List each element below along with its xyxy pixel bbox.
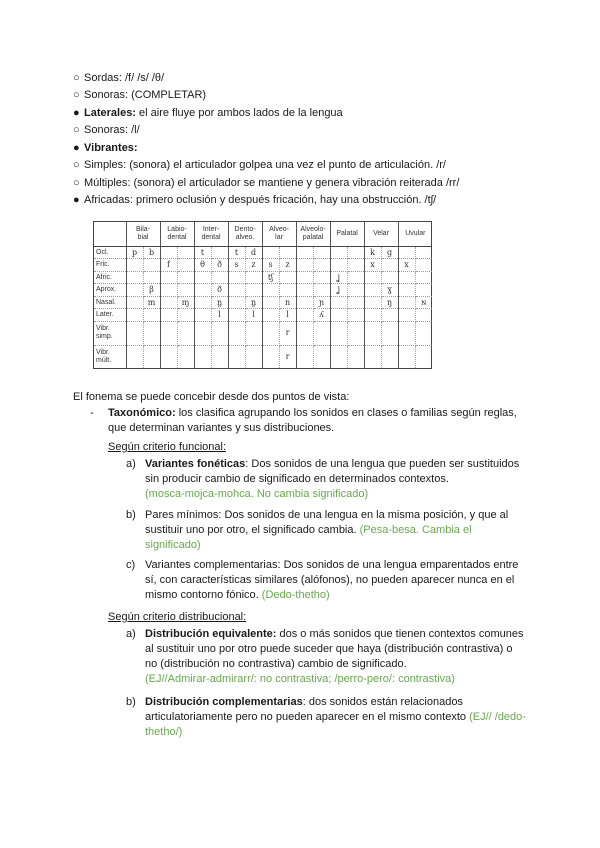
table-cell [313,271,330,283]
table-cell [177,247,194,259]
table-cell [160,284,177,296]
table-cell [364,271,381,283]
table-cell [313,345,330,368]
bullet-line-laterales [73,106,343,120]
table-cell [126,345,143,368]
table-cell: n̪ [245,296,262,308]
table-cell: ŋ [381,296,398,308]
table-body [94,247,432,369]
distribucional-item-b [145,695,527,740]
table-cell [262,296,279,308]
list-marker: c) [126,559,136,571]
table-cell [177,284,194,296]
table-cell [177,271,194,283]
table-cell [415,284,432,296]
distribucional-item-a [145,627,527,687]
table-cell: ɲ [313,296,330,308]
table-cell [347,247,364,259]
column-header: Bila- bial [126,222,160,247]
table-cell [381,321,398,345]
funcional-item-c [145,558,525,603]
table-cell [143,321,160,345]
table-cell [330,259,347,271]
table-cell: s [262,259,279,271]
item-text: Variantes complementarias: Dos sonidos de una lengua emparentados entre sí, con características similares (alófonos), no pueden aparecer nunca en el mismo contorno fónico. [145,559,519,601]
taxonomico-text: los clasifica agrupando los sonidos en clases o familias según reglas, que determinan variantes y sus distribuciones. [108,407,517,434]
table-cell [177,321,194,345]
table-cell: ɱ [177,296,194,308]
table-cell [330,321,347,345]
table-cell [415,345,432,368]
bullet-term: Laterales: [84,107,136,119]
table-cell [245,271,262,283]
table-cell [211,247,228,259]
table-cell: p [126,247,143,259]
table-cell [364,321,381,345]
table-cell: t [228,247,245,259]
table-cell [177,309,194,321]
column-header: Alveolo- palatal [296,222,330,247]
table-cell [126,259,143,271]
table-cell [262,247,279,259]
table-cell: θ [194,259,211,271]
table-cell [398,247,415,259]
table-cell [211,345,228,368]
table-cell: ð [211,259,228,271]
item-example: (Dedo-thetho) [261,589,330,601]
table-cell [194,271,211,283]
table-cell: d [245,247,262,259]
table-cell: x [398,259,415,271]
table-cell [381,259,398,271]
table-cell [415,309,432,321]
row-label: Vibr. múlt. [94,345,126,368]
table-cell [296,259,313,271]
table-cell [126,284,143,296]
funcional-heading: Según criterio funcional: [108,441,227,453]
table-cell [126,321,143,345]
table-cell: g [381,247,398,259]
table-cell: ɴ [415,296,432,308]
consonant-table [93,221,432,369]
table-row [94,296,432,308]
bullet-marker: ○ [73,177,80,189]
table-cell [313,247,330,259]
table-cell [194,296,211,308]
taxonomico-paragraph [108,406,518,436]
table-cell [194,309,211,321]
table-cell [160,321,177,345]
bullet-line-vibrantes [73,141,138,155]
table-row [94,259,432,271]
table-cell [364,309,381,321]
row-label: Afric. [94,271,126,283]
table-cell [279,271,296,283]
bullet-term: Vibrantes: [84,142,138,154]
table-cell [330,247,347,259]
bullet-text: Sordas: /f/ /s/ /θ/ [84,72,165,84]
table-cell: l [279,309,296,321]
row-label: Ocl. [94,247,126,259]
taxonomico-term: Taxonómico: [108,407,176,419]
bullet-line-sonoras [73,88,206,102]
table-cell: ð [211,284,228,296]
bullet-line-sonoras-l [73,123,140,137]
table-cell: β [143,284,160,296]
table-cell [177,345,194,368]
bullet-text: Múltiples: (sonora) el articulador se mantiene y genera vibración reiterada /rr/ [84,177,460,189]
table-cell [330,345,347,368]
table-header-row [94,222,432,247]
table-cell: l [245,309,262,321]
table-cell [245,321,262,345]
table-cell [313,321,330,345]
table-cell: r [279,321,296,345]
column-header: Uvular [398,222,432,247]
column-header: Alveo- lar [262,222,296,247]
table-cell [143,259,160,271]
table-cell [262,284,279,296]
column-header: Labio- dental [160,222,194,247]
column-header: Dento- alveo. [228,222,262,247]
column-header: Palatal [330,222,364,247]
table-cell [398,284,415,296]
item-text: dos o más sonidos que tienen contextos comunes al sustituir uno por otro puede suceder que haya (distribución contrastiva) o no (distribución no contrastiva) cambio de significado. [145,628,524,670]
table-cell [296,321,313,345]
table-cell: l [211,309,228,321]
table-cell [330,296,347,308]
bullet-line-sordas [73,71,164,85]
table-cell [228,321,245,345]
row-label: Fric. [94,259,126,271]
bullet-line-multiples [73,176,459,190]
table-cell [211,321,228,345]
table-cell [262,345,279,368]
table-cell [160,296,177,308]
item-text: : Dos sonidos de una lengua que pueden ser sustituidos sin producir cambio de significado en determinados contextos. [145,458,520,485]
table-cell [347,309,364,321]
table-cell [177,259,194,271]
table-cell [313,284,330,296]
table-cell [313,259,330,271]
table-cell: m [143,296,160,308]
table-cell [160,309,177,321]
table-cell: z [279,259,296,271]
bullet-line-africadas [73,193,436,207]
bullet-text: Simples: (sonora) el articulador golpea una vez el punto de articulación. /r/ [84,159,446,171]
table-cell [245,284,262,296]
table-cell [228,296,245,308]
table-cell: tʃ [262,271,279,283]
table-cell [262,321,279,345]
table-cell [126,309,143,321]
table-cell [415,259,432,271]
table-cell [279,247,296,259]
table-cell [364,296,381,308]
intro-paragraph: El fonema se puede concebir desde dos puntos de vista: [73,391,350,403]
table-cell: ʝ [330,271,347,283]
table-cell: ʝ [330,284,347,296]
bullet-text: Sonoras: /l/ [84,124,140,136]
table-cell [398,309,415,321]
list-marker: b) [126,509,136,521]
table-cell [228,309,245,321]
table-cell [228,284,245,296]
table-cell [296,345,313,368]
table-cell [381,345,398,368]
table-cell: r [279,345,296,368]
table-cell [364,284,381,296]
bullet-marker: ○ [73,124,80,136]
bullet-marker: ● [73,107,80,119]
column-header: Inter- dental [194,222,228,247]
table-row [94,321,432,345]
row-label: Vibr. simp. [94,321,126,345]
table-cell: t [194,247,211,259]
table-cell [143,271,160,283]
table-cell [381,271,398,283]
bullet-marker: ○ [73,159,80,171]
item-text: : dos sonidos están relacionados articulatoriamente pero no pueden aparecer en el mismo contexto [145,696,467,723]
table-row [94,284,432,296]
bullet-marker: ○ [73,72,80,84]
bullet-line-simples [73,158,446,172]
row-label: Aprox. [94,284,126,296]
table-cell: ɣ [381,284,398,296]
list-marker: b) [126,696,136,708]
item-term: Distribución equivalente: [145,628,277,640]
item-example: (EJ//Admirar-admirarr/: no contrastiva; /perro-pero/: contrastiva) [145,673,455,685]
table-cell [194,321,211,345]
row-label: Later. [94,309,126,321]
table-cell: x [364,259,381,271]
table-cell [228,271,245,283]
table-cell: k [364,247,381,259]
list-marker: a) [126,458,136,470]
table-cell [296,271,313,283]
table-cell [211,271,228,283]
table-cell [194,345,211,368]
table-cell [415,247,432,259]
table-cell [143,309,160,321]
bullet-text: Sonoras: (COMPLETAR) [84,89,207,101]
table-cell [296,284,313,296]
table-cell [160,247,177,259]
table-cell [347,296,364,308]
table-cell [194,284,211,296]
table-cell [126,296,143,308]
table-cell [330,309,347,321]
table-cell [296,296,313,308]
table-cell [347,345,364,368]
table-row [94,247,432,259]
item-example: (Pesa-besa. Cambia el significado) [145,524,472,551]
table-cell [364,345,381,368]
item-text: Pares mínimos: Dos sonidos de una lengua en la misma posición, y que al sustituir uno por otro, el significado cambia. [145,509,509,536]
table-cell [398,321,415,345]
table-cell [296,247,313,259]
table-cell [126,271,143,283]
table-cell: ʎ [313,309,330,321]
bullet-text: el aire fluye por ambos lados de la lengua [135,107,343,119]
table-cell: b [143,247,160,259]
item-term: Distribución complementarias [145,696,303,708]
table-row [94,271,432,283]
bullet-text: Africadas: primero oclusión y después fricación, hay una obstrucción. /tʃ/ [84,194,437,206]
row-label: Nasal. [94,296,126,308]
item-example: (EJ// /dedo-thetho/) [145,711,526,738]
table-cell: n̪ [211,296,228,308]
list-marker: a) [126,628,136,640]
table-cell: f [160,259,177,271]
table-cell [347,271,364,283]
bullet-marker: ● [73,194,80,206]
distribucional-heading: Según criterio distribucional: [108,611,247,623]
table-cell: z [245,259,262,271]
table-cell [398,296,415,308]
table-row [94,309,432,321]
table-cell [160,271,177,283]
table-cell [381,309,398,321]
item-example: (mosca-mojca-mohca. No cambia significado) [145,488,369,500]
funcional-item-b [145,508,525,553]
table-cell [143,345,160,368]
table-cell [347,284,364,296]
table-cell [415,321,432,345]
column-header: Velar [364,222,398,247]
taxonomico-dash: - [90,407,94,419]
table-cell [398,271,415,283]
funcional-item-a [145,457,525,502]
table-cell [398,345,415,368]
table-cell [262,309,279,321]
bullet-marker: ○ [73,89,80,101]
bullet-marker: ● [73,142,80,154]
table-corner-cell [94,222,126,247]
table-cell [347,259,364,271]
table-cell: s [228,259,245,271]
table-row [94,345,432,368]
table-cell [228,345,245,368]
table-cell [347,321,364,345]
table-cell [415,271,432,283]
table-cell [160,345,177,368]
table-cell [245,345,262,368]
item-term: Variantes fonéticas [145,458,246,470]
table-cell [296,309,313,321]
table-cell [279,284,296,296]
table-cell: n [279,296,296,308]
